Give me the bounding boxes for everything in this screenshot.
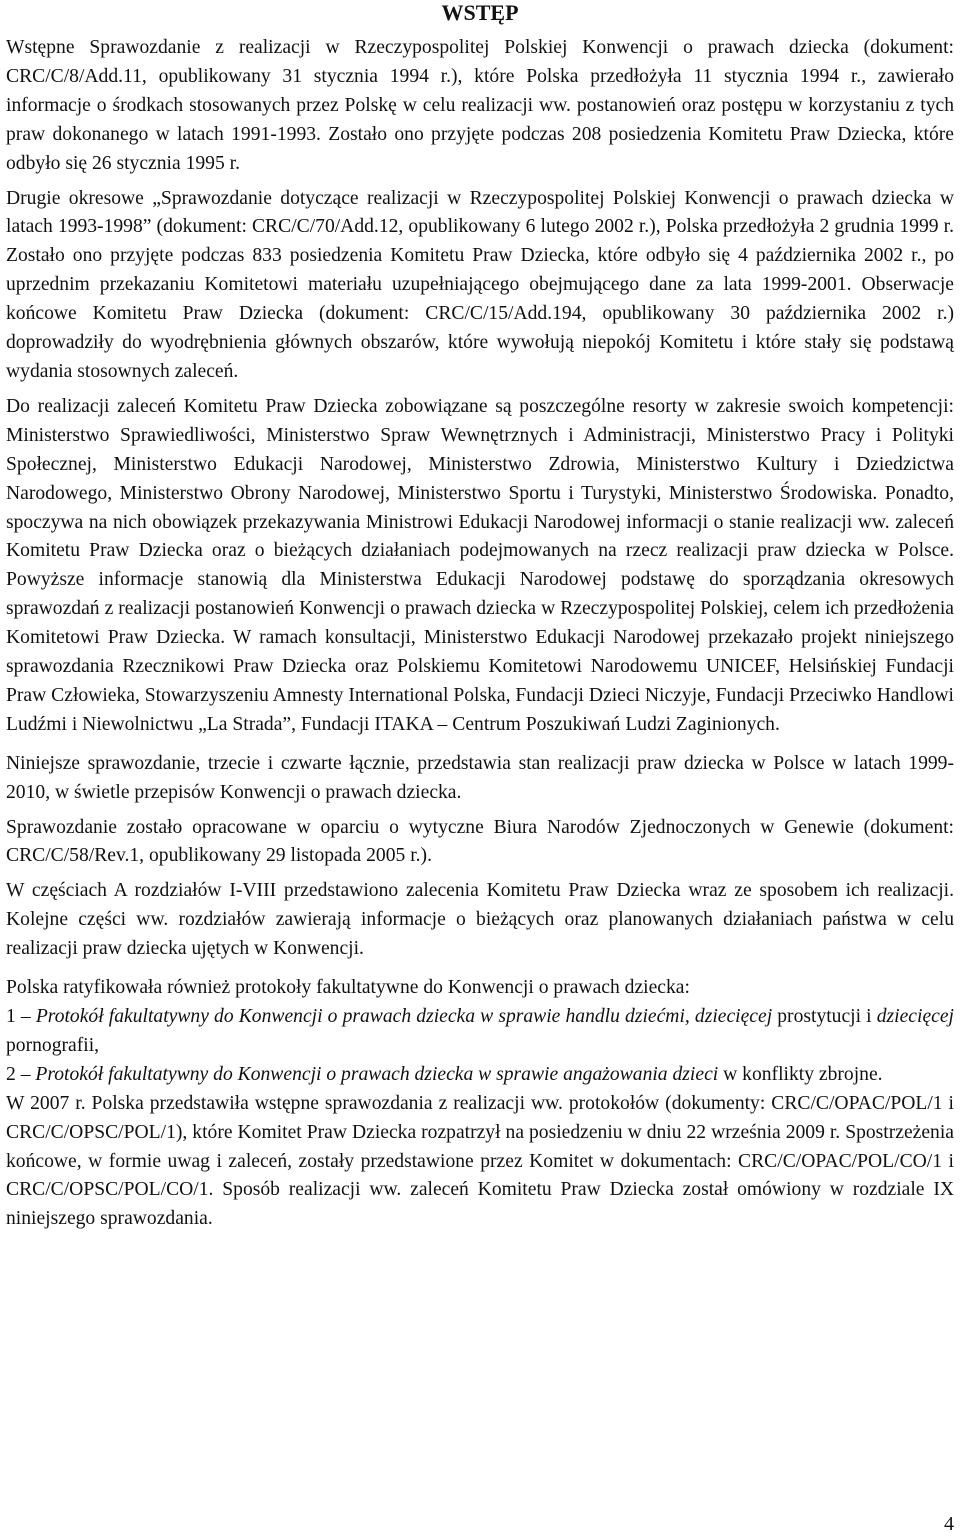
- page-number: 4: [944, 1513, 954, 1535]
- protocol-number: 1 –: [6, 1006, 36, 1027]
- protocol-tail: pornografii,: [6, 1034, 100, 1056]
- paragraph-current-report: Niniejsze sprawozdanie, trzecie i czwarte łącznie, przedstawia stan realizacji praw dziecka w Polsce w latach 1999-2010, w świetle przepisów Konwencji o prawach dziecka.: [6, 752, 954, 803]
- protocol-text: prostytucji i: [772, 1006, 877, 1027]
- protocol-number: 2 –: [6, 1063, 36, 1085]
- section-heading: WSTĘP: [441, 0, 519, 25]
- paragraph-initial-report: Wstępne Sprawozdanie z realizacji w Rzeczypospolitej Polskiej Konwencji o prawach dziecka (dokument: CRC/C/8/Add.11, opublikowany 31 stycznia 1994 r.), które Polska przedłożyła 11 stycznia 1994 r., zawierało informacje o środkach stosowanych przez Polskę w celu realizacji ww. postanowień oraz postępu w korzystaniu z tych praw dokonanego w latach 1991-1993. Zostało ono przyjęte podczas 208 posiedzenia Komitetu Praw Dziecka, które odbyło się 26 stycznia 1995 r.: [6, 37, 954, 174]
- protocol-title: Protokół fakultatywny do Konwencji o prawach dziecka w sprawie angażowania dzieci: [35, 1063, 719, 1085]
- protocols-intro: Polska ratyfikowała również protokoły fakultatywne do Konwencji o prawach dziecka:: [6, 977, 690, 999]
- paragraph-guidelines: Sprawozdanie zostało opracowane w oparciu o wytyczne Biura Narodów Zjednoczonych w Genewie (dokument: CRC/C/58/Rev.1, opublikowany 29 listopada 2005 r.).: [6, 816, 954, 867]
- protocol-title: Protokół fakultatywny do Konwencji o prawach dziecka w sprawie handlu dziećmi, dziecięcej: [35, 1006, 773, 1027]
- paragraph-ministries: Do realizacji zaleceń Komitetu Praw Dziecka zobowiązane są poszczególne resorty w zakresie swoich kompetencji: Ministerstwo Sprawiedliwości, Ministerstwo Spraw Wewnętrznych i Administracji, Ministerstwo Pracy i Polityki Społecznej, Ministerstwo Edukacji Narodowej, Ministerstwo Zdrowia, Ministerstwo Kultury i Dziedzictwa Narodowego, Ministerstwo Obrony Narodowej, Ministerstwo Sportu i Turystyki, Ministerstwo Środowiska. Ponadto, spoczywa na nich obowiązek przekazywania Ministrowi Edukacji Narodowej informacji o stanie realizacji ww. zaleceń Komitetu Praw Dziecka oraz o bieżących działaniach podejmowanych na rzecz realizacji praw dziecka w Polsce. Powyższe informacje stanowią dla Ministerstwa Edukacji Narodowej podstawę do sporządzania okresowych sprawozdań z realizacji postanowień Konwencji o prawach dziecka w Rzeczypospolitej Polskiej, celem ich przedłożenia Komitetowi Praw Dziecka. W ramach konsultacji, Ministerstwo Edukacji Narodowej przekazało projekt niniejszego sprawozdania Rzecznikowi Praw Dziecka oraz Polskiemu Komitetowi Narodowemu UNICEF, Helsińskiej Fundacji Praw Człowieka, Stowarzyszeniu Amnesty International Polska, Fundacji Dzieci Niczyje, Fundacji Przeciwko Handlowi Ludźmi i Niewolnictwu „La Strada”, Fundacji ITAKA – Centrum Poszukiwań Ludzi Zaginionych.: [6, 395, 954, 735]
- paragraph-closing: W 2007 r. Polska przedstawiła wstępne sprawozdania z realizacji ww. protokołów (dokumenty: CRC/C/OPAC/POL/1 i CRC/C/OPSC/POL/1), które Komitet Praw Dziecka rozpatrzył na posiedzeniu w dniu 22 września 2009 r. Spostrzeżenia końcowe, w formie uwag i zaleceń, zostały przedstawione przez Komitet w dokumentach: CRC/C/OPAC/POL/CO/1 i CRC/C/OPSC/POL/CO/1. Sposób realizacji ww. zaleceń Komitetu Praw Dziecka został omówiony w rozdziale IX niniejszego sprawozdania.: [6, 1092, 954, 1230]
- protocol-item-2: [6, 1061, 954, 1090]
- protocol-text: w konflikty zbrojne.: [718, 1063, 883, 1085]
- document-page: [6, 0, 954, 1240]
- paragraph-structure: W częściach A rozdziałów I-VIII przedstawiono zalecenia Komitetu Praw Dziecka wraz ze sposobem ich realizacji. Kolejne części ww. rozdziałów zawierają informacje o bieżących oraz planowanych działaniach państwa w celu realizacji praw dziecka ujętych w Konwencji.: [6, 880, 954, 960]
- protocol-title-continued: dziecięcej: [876, 1006, 954, 1027]
- protocol-item-1: [6, 1003, 954, 1061]
- paragraph-second-report: Drugie okresowe „Sprawozdanie dotyczące realizacji w Rzeczypospolitej Polskiej Konwencji o prawach dziecka w latach 1993-1998” (dokument: CRC/C/70/Add.12, opublikowany 6 lutego 2002 r.), Polska przedłożyła 2 grudnia 1999 r. Zostało ono przyjęte podczas 833 posiedzenia Komitetu Praw Dziecka, które odbyło się 4 października 2002 r., po uprzednim przekazaniu Komitetowi materiału uzupełniającego obejmującego dane za lata 1999-2001. Obserwacje końcowe Komitetu Praw Dziecka (dokument: CRC/C/15/Add.194, opublikowany 30 października 2002 r.) doprowadziły do wyodrębnienia głównych obszarów, które wywołują niepokój Komitetu i które stały się podstawą wydania stosownych zaleceń.: [6, 187, 954, 382]
